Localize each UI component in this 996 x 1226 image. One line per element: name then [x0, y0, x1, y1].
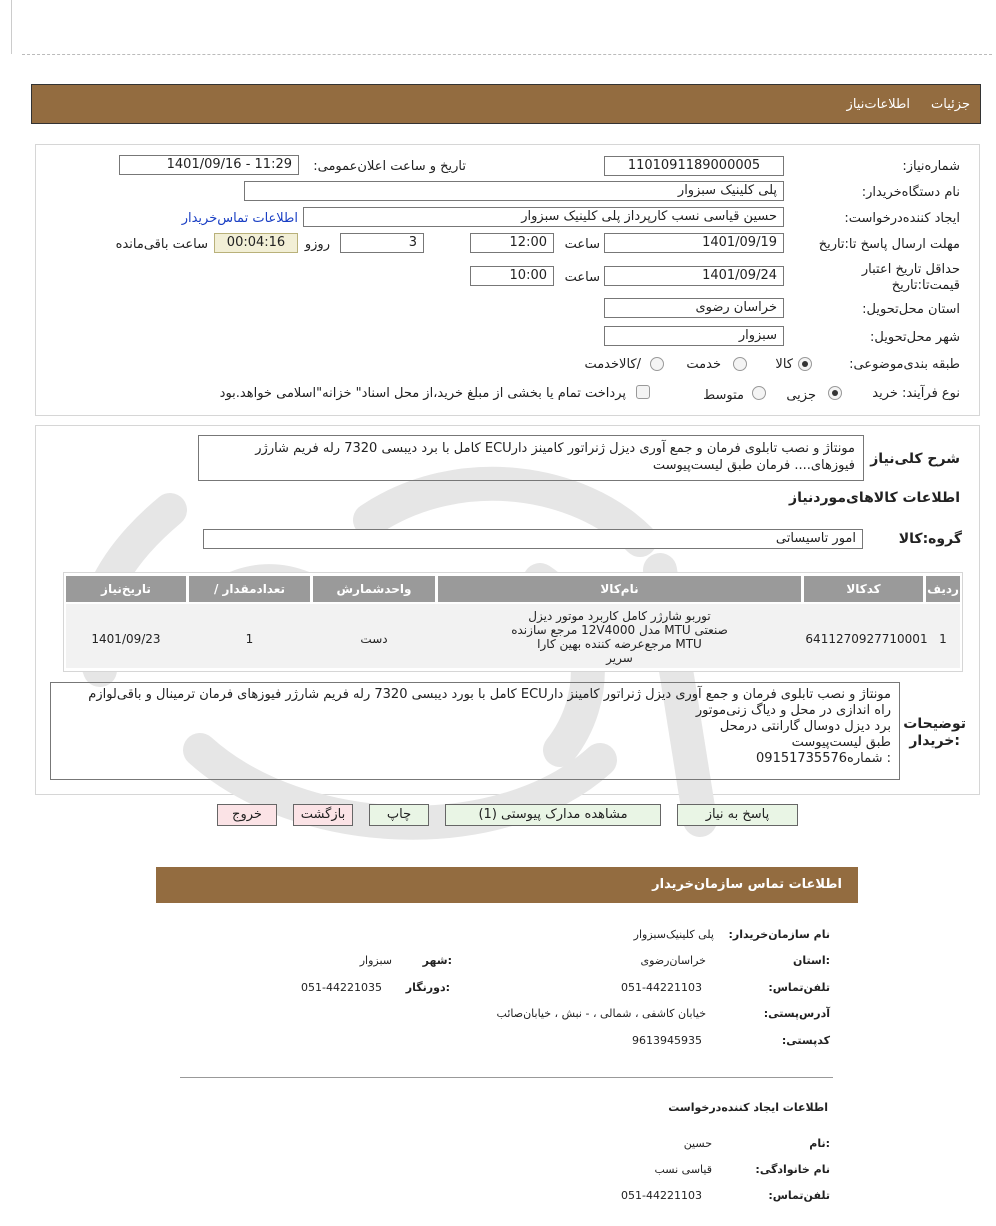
process-label: نوع فرآیند: خرید — [872, 386, 960, 401]
buyer-desc-line-3: برد دیزل دوسال گارانتی درمحل — [719, 719, 891, 734]
contact-fax-value: 051-44221035 — [301, 981, 382, 994]
category-service-label: خدمت — [686, 357, 721, 372]
treasury-note: پرداخت تمام یا بخشی از مبلغ خرید،از محل اسناد" خزانه"اسلامی خواهد.بود — [219, 386, 626, 401]
creator-phone-label: تلفن‌تماس: — [768, 1189, 830, 1202]
deadline-label: مهلت ارسال پاسخ تا:تاریخ — [818, 237, 960, 252]
buyer-desc-line-2: راه اندازی در محل و دیاگ زنی‌موتور — [695, 703, 891, 718]
buyer-desc-label-line-1: توضیحات — [903, 716, 966, 732]
cell-name — [438, 609, 801, 665]
category-goods-radio[interactable] — [798, 357, 812, 371]
days-field: 3 — [340, 233, 424, 253]
reply-button[interactable]: پاسخ به نیاز — [677, 804, 798, 826]
category-goods-service-label: /کالاخدمت — [584, 357, 641, 372]
cell-code: 6411270927710001 — [805, 632, 928, 646]
contact-province-label: :استان — [793, 954, 830, 967]
col-header-code: کدکالا — [804, 576, 923, 602]
buyer-desc-label — [903, 716, 966, 750]
deadline-date-field: 1401/09/19 — [604, 233, 784, 253]
buyer-desc-line-1: مونتاژ و نصب تابلوی فرمان و جمع آوری دیزل ژنراتور کامینز دارECU کامل با بورد دیبسی 7320 رله فریم شارژر فیوزهای فرمان ترمینال و باقی‌لوازم — [88, 687, 891, 702]
back-button[interactable]: بازگشت — [293, 804, 353, 826]
contact-city-label: :شهر — [422, 954, 452, 967]
remaining-label: ساعت باقی‌مانده — [115, 237, 208, 252]
buyer-desc-line-4: طبق لیست‌پیوست — [791, 735, 891, 750]
tab-details[interactable]: جزئیات — [931, 97, 970, 112]
summary-line-2: فیوزهای.... فرمان طبق لیست‌پیوست — [652, 458, 855, 473]
need-number-field: 1101091189000005 — [604, 156, 784, 176]
col-header-name: نام‌کالا — [438, 576, 801, 602]
deadline-time-label: ساعت — [564, 237, 600, 252]
creator-title: اطلاعات ایجاد کننده‌درخواست — [668, 1101, 828, 1114]
cell-date: 1401/09/23 — [91, 632, 161, 646]
process-medium-radio[interactable] — [752, 386, 766, 400]
contact-org-value: پلی کلینیک‌سبزوار — [633, 928, 714, 941]
buyer-desc-label-line-2: :خریدار — [909, 733, 960, 749]
col-header-date: تاریخ‌نیاز — [66, 576, 186, 602]
group-label: گروه:کالا — [898, 531, 962, 547]
contact-header: اطلاعات تماس سازمان‌خریدار — [156, 867, 858, 903]
buyer-org-label: نام دستگاه‌خریدار: — [861, 185, 960, 200]
category-goods-service-radio[interactable] — [650, 357, 664, 371]
category-goods-label: کالا — [775, 357, 793, 372]
buyer-desc-box — [50, 682, 900, 780]
exit-button[interactable]: خروج — [217, 804, 277, 826]
creator-name-label: :نام — [809, 1137, 830, 1150]
contact-address-label: آدرس‌پستی: — [763, 1007, 830, 1020]
col-header-qty: / تعدادمقدار — [189, 576, 310, 602]
group-field: امور تاسیساتی — [203, 529, 863, 549]
province-field: خراسان رضوی — [604, 298, 784, 318]
buyer-org-field: پلی کلینیک سبزوار — [244, 181, 784, 201]
buyer-desc-line-5: : شماره09151735576 — [756, 751, 891, 766]
creator-name-value: حسین — [683, 1137, 712, 1150]
goods-info-title: اطلاعات کالاهای‌موردنیاز — [789, 490, 960, 506]
city-label: شهر محل‌تحویل: — [870, 330, 960, 345]
top-dashed-divider — [22, 54, 992, 55]
announce-label: تاریخ و ساعت اعلان‌عمومی: — [313, 159, 466, 174]
requester-label: ایجاد کننده‌درخواست: — [844, 211, 960, 226]
col-header-row: ردیف — [926, 576, 960, 602]
contact-postal-value: 9613945935 — [632, 1034, 702, 1047]
creator-family-value: قیاسی نسب — [654, 1163, 712, 1176]
cell-name-line-4: سریر — [606, 651, 633, 665]
contact-province-value: خراسان‌رضوی — [640, 954, 706, 967]
city-field: سبزوار — [604, 326, 784, 346]
need-number-label: شماره‌نیاز: — [902, 159, 960, 174]
validity-time-label: ساعت — [564, 270, 600, 285]
announce-field: 1401/09/16 - 11:29 — [119, 155, 299, 175]
days-label: روزو — [304, 237, 330, 252]
process-partial-radio[interactable] — [828, 386, 842, 400]
contact-address-value: خیابان کاشفی ، شمالی ، - نبش ، خیابان‌صائب — [496, 1007, 706, 1020]
summary-line-1: مونتاژ و نصب تابلوی فرمان و جمع آوری دیزل ژنراتور کامینز دارECU کامل با برد دیبسی 7320 رله فریم شارژر — [255, 441, 855, 456]
contact-fax-label: :دورنگار — [405, 981, 450, 994]
print-button[interactable]: چاپ — [369, 804, 429, 826]
summary-label: شرح کلی‌نیاز — [870, 451, 960, 467]
details-header-bar — [31, 84, 981, 124]
category-label: طبقه بندی‌موضوعی: — [849, 357, 960, 372]
contact-city-value: سبزوار — [359, 954, 392, 967]
cell-name-line-3: MTU مرجع‌عرضه کننده بهین کارا — [537, 637, 702, 651]
tab-need-info[interactable]: اطلاعات‌نیاز — [846, 97, 910, 112]
validity-label: حداقل تاریخ اعتبار قیمت‌تا:تاریخ — [861, 262, 960, 293]
remaining-timer: 00:04:16 — [214, 233, 298, 253]
province-label: استان محل‌تحویل: — [862, 302, 960, 317]
cell-name-line-2: صنعتی MTU مدل 12V4000 مرجع سازنده — [511, 623, 728, 637]
cell-unit: دست — [360, 632, 388, 646]
process-medium-label: متوسط — [703, 388, 744, 403]
cell-qty: 1 — [245, 632, 254, 646]
contact-org-label: نام سازمان‌خریدار: — [728, 928, 830, 941]
process-partial-label: جزیی — [786, 388, 816, 403]
treasury-checkbox[interactable] — [636, 385, 650, 399]
contact-divider — [180, 1077, 833, 1078]
attachments-button[interactable]: مشاهده مدارک پیوستی (1) — [445, 804, 661, 826]
page-left-rule — [11, 0, 12, 54]
contact-phone-value: 051-44221103 — [621, 981, 702, 994]
summary-box — [198, 435, 864, 481]
buyer-contact-link[interactable]: اطلاعات تماس‌خریدار — [181, 211, 298, 226]
creator-family-label: نام خانوادگی: — [755, 1163, 830, 1176]
validity-time-field: 10:00 — [470, 266, 554, 286]
contact-phone-label: تلفن‌تماس: — [768, 981, 830, 994]
requester-field: حسین قیاسی نسب کارپرداز پلی کلینیک سبزوار — [303, 207, 784, 227]
col-header-unit: واحدشمارش — [313, 576, 435, 602]
cell-row: 1 — [939, 632, 947, 646]
category-service-radio[interactable] — [733, 357, 747, 371]
validity-date-field: 1401/09/24 — [604, 266, 784, 286]
contact-postal-label: کدپستی: — [781, 1034, 830, 1047]
creator-phone-value: 051-44221103 — [621, 1189, 702, 1202]
cell-name-line-1: توربو شارژر کامل کاربرد موتور دیزل — [528, 609, 711, 623]
deadline-time-field: 12:00 — [470, 233, 554, 253]
